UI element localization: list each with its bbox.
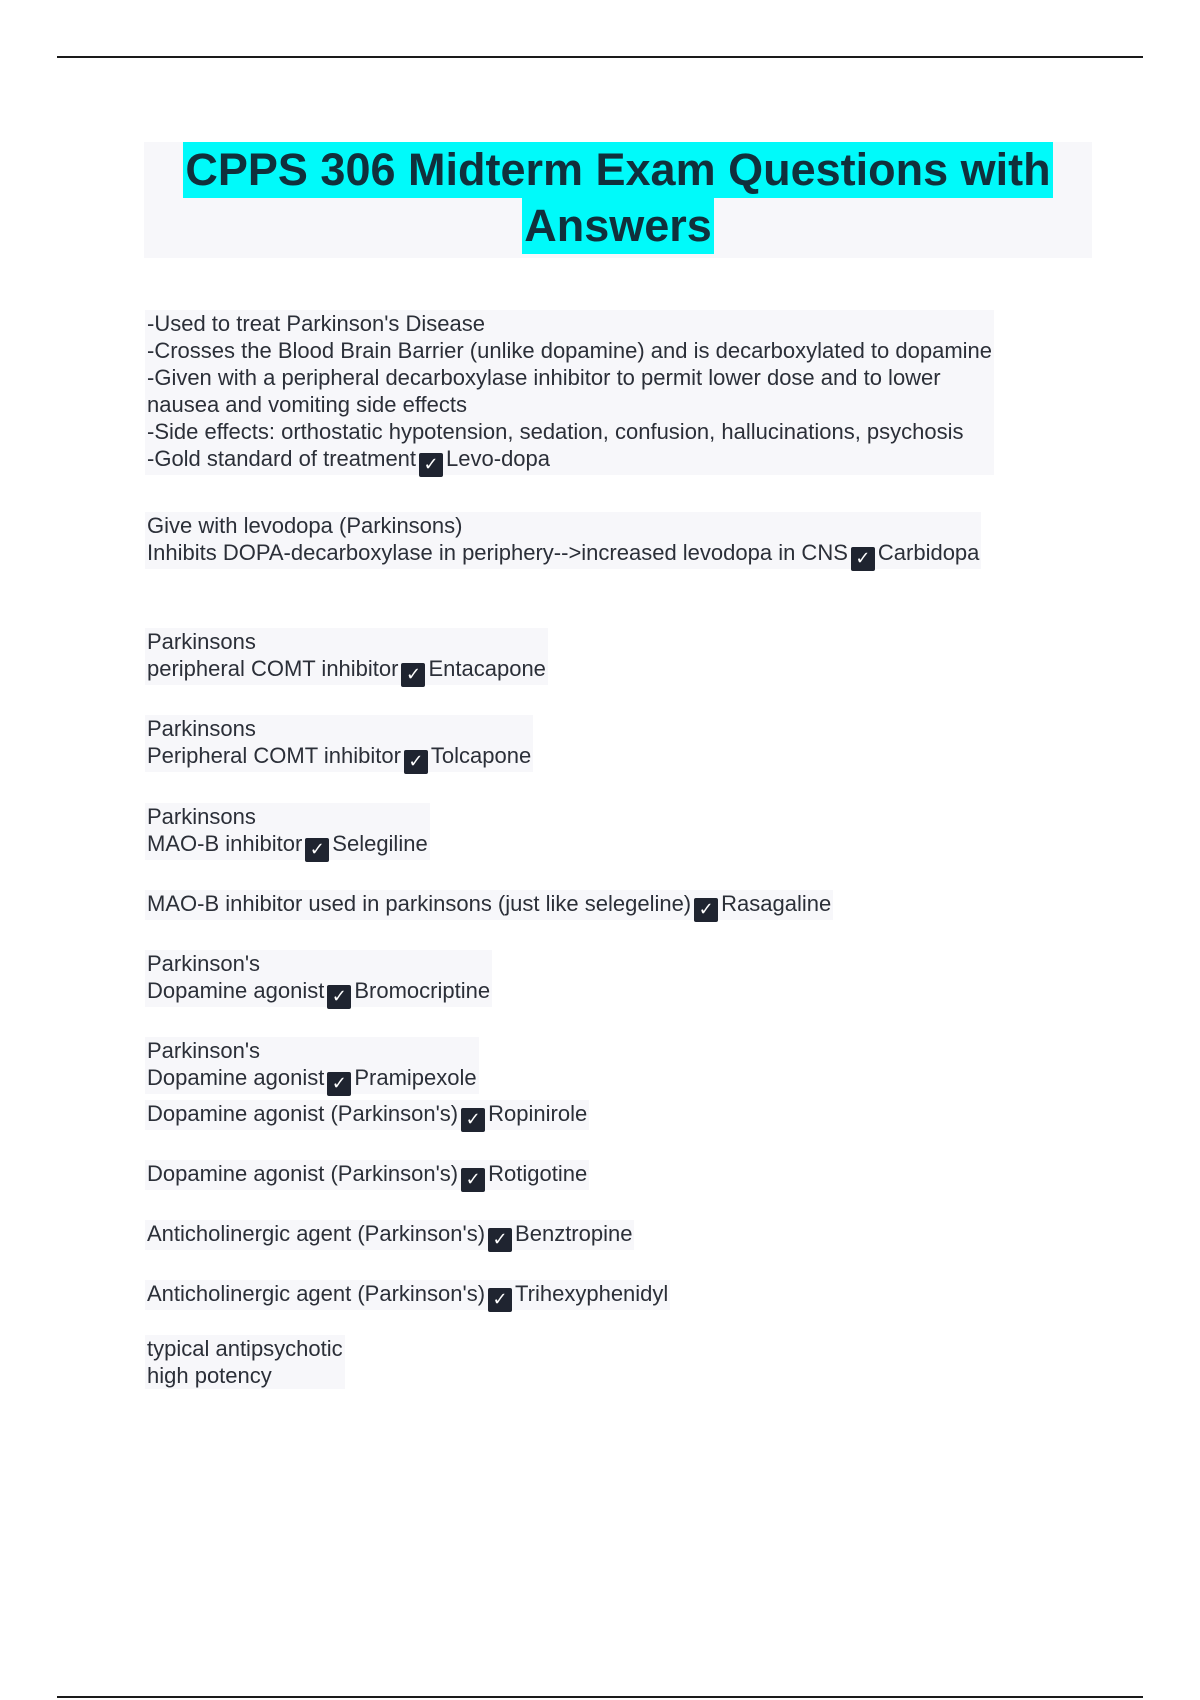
check-mark-icon: ✓ <box>401 663 425 687</box>
question-line: Parkinson's <box>147 1038 261 1063</box>
flashcard <box>145 512 981 569</box>
check-mark-icon: ✓ <box>461 1168 485 1192</box>
bottom-rule <box>57 1696 1143 1698</box>
question-line: -Given with a peripheral decarboxylase inhibitor to permit lower dose and to lower <box>147 365 941 390</box>
question-text: MAO-B inhibitor used in parkinsons (just like selegeline) <box>147 891 692 916</box>
question-answer-line <box>147 830 428 860</box>
question-line: -Used to treat Parkinson's Disease <box>147 311 486 336</box>
question-line: -Side effects: orthostatic hypotension, sedation, confusion, hallucinations, psychosis <box>147 419 964 444</box>
question-line: Parkinsons <box>147 629 256 654</box>
question-text: peripheral COMT inhibitor <box>147 656 399 681</box>
check-mark-icon: ✓ <box>488 1228 512 1252</box>
answer-text: Trihexyphenidyl <box>515 1281 669 1306</box>
flashcard <box>145 310 994 475</box>
question-line: Parkinsons <box>147 804 256 829</box>
question-line: Parkinson's <box>147 951 261 976</box>
check-mark-icon: ✓ <box>694 898 718 922</box>
answer-text: Bromocriptine <box>354 978 491 1003</box>
flashcard <box>145 1335 345 1389</box>
answer-text: Ropinirole <box>488 1101 588 1126</box>
question-answer-line <box>147 977 490 1007</box>
question-answer-line <box>147 1220 632 1250</box>
answer-text: Pramipexole <box>354 1065 477 1090</box>
question-text: Anticholinergic agent (Parkinson's) <box>147 1281 486 1306</box>
flashcard <box>145 715 533 772</box>
flashcard <box>145 950 492 1007</box>
question-line: high potency <box>147 1363 272 1388</box>
flashcard <box>145 1037 479 1094</box>
question-answer-line <box>147 1064 477 1094</box>
question-text: Anticholinergic agent (Parkinson's) <box>147 1221 486 1246</box>
question-line: typical antipsychotic <box>147 1336 343 1361</box>
question-text: MAO-B inhibitor <box>147 831 303 856</box>
question-answer-line <box>147 539 979 569</box>
answer-text: Benztropine <box>515 1221 633 1246</box>
question-line: Parkinsons <box>147 716 256 741</box>
question-answer-line <box>147 890 831 920</box>
flashcard <box>145 803 430 860</box>
answer-text: Levo-dopa <box>446 446 551 471</box>
question-text: Dopamine agonist <box>147 978 325 1003</box>
answer-text: Rotigotine <box>488 1161 588 1186</box>
question-answer-line <box>147 1280 668 1310</box>
top-rule <box>57 56 1143 58</box>
question-text: Dopamine agonist (Parkinson's) <box>147 1101 459 1126</box>
flashcard <box>145 1280 670 1310</box>
question-line: Give with levodopa (Parkinsons) <box>147 513 463 538</box>
question-answer-line <box>147 742 531 772</box>
answer-text: Carbidopa <box>877 540 980 565</box>
flashcard <box>145 1100 589 1130</box>
question-answer-line <box>147 1160 587 1190</box>
check-mark-icon: ✓ <box>851 547 875 571</box>
check-mark-icon: ✓ <box>419 453 443 477</box>
answer-text: Selegiline <box>332 831 428 856</box>
question-text: Peripheral COMT inhibitor <box>147 743 401 768</box>
document-title <box>144 142 1092 258</box>
flashcard <box>145 890 833 920</box>
question-answer-line <box>147 1100 587 1130</box>
question-text: Inhibits DOPA-decarboxylase in periphery-->increased levodopa in CNS <box>147 540 848 565</box>
question-text: Dopamine agonist <box>147 1065 325 1090</box>
question-answer-line <box>147 445 992 475</box>
question-line: -Crosses the Blood Brain Barrier (unlike dopamine) and is decarboxylated to dopamine <box>147 338 993 363</box>
answer-text: Rasagaline <box>721 891 832 916</box>
flashcard <box>145 628 548 685</box>
title-line-1: CPPS 306 Midterm Exam Questions with <box>183 142 1052 198</box>
flashcard <box>145 1220 634 1250</box>
check-mark-icon: ✓ <box>305 838 329 862</box>
question-text: Dopamine agonist (Parkinson's) <box>147 1161 459 1186</box>
flashcard <box>145 1160 589 1190</box>
check-mark-icon: ✓ <box>488 1288 512 1312</box>
answer-text: Entacapone <box>428 656 546 681</box>
check-mark-icon: ✓ <box>327 985 351 1009</box>
title-line-2: Answers <box>522 198 714 254</box>
question-answer-line <box>147 655 546 685</box>
answer-text: Tolcapone <box>430 743 532 768</box>
check-mark-icon: ✓ <box>327 1072 351 1096</box>
check-mark-icon: ✓ <box>461 1108 485 1132</box>
question-text: -Gold standard of treatment <box>147 446 417 471</box>
question-line: nausea and vomiting side effects <box>147 392 468 417</box>
check-mark-icon: ✓ <box>404 750 428 774</box>
